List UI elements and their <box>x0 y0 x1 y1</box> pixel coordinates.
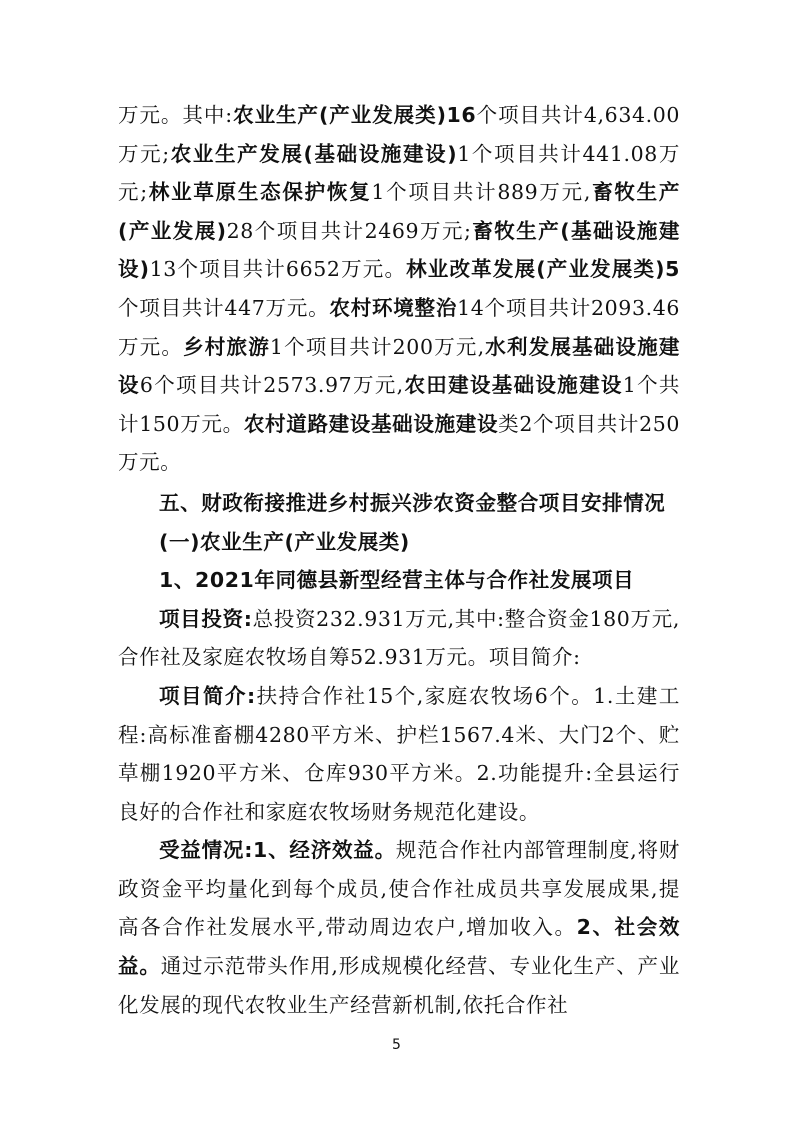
category-livestock-industry: 畜牧生产(产业发展) <box>118 180 681 243</box>
text-run: 类2个项目共计250万元。 <box>118 411 681 475</box>
benefit-label-2: 2、社会效益。 <box>118 915 680 979</box>
document-body <box>118 96 680 1024</box>
subsection-heading-1: (一)农业生产(产业发展类) <box>159 529 410 554</box>
text-run: 个项目共计447万元。 <box>118 295 330 320</box>
page-number: 5 <box>392 1037 401 1053</box>
category-forest-grassland: 林业草原生态保护恢复 <box>147 180 372 205</box>
intro-text: 扶持合作社15个,家庭农牧场6个。1.土建工程:高标准畜棚4280平方米、护栏1567.4米、大门2个、贮草棚1920平方米、仓库930平方米。2.功能提升:全县运行良好的合作社和家庭农牧场财务规范化建设。 <box>118 683 680 824</box>
text-run: 13个项目共计6652万元。 <box>149 257 407 282</box>
text-run: 1个项目共计889万元, <box>371 180 592 205</box>
benefit-label: 受益情况:1、经济效益。 <box>159 838 396 863</box>
investment-label: 项目投资: <box>159 606 253 631</box>
category-rural-roads: 农村道路建设基础设施建设 <box>243 411 499 436</box>
text-run: 1个项目共计200万元, <box>269 334 485 359</box>
category-livestock-infrastructure: 畜牧生产(基础设施建设) <box>118 218 680 282</box>
text-run: 14个项目共计2093.46万元。 <box>118 295 680 359</box>
category-agri-production: 农业生产(产业发展类)16 <box>232 103 477 127</box>
text-run: 1个共计150万元。 <box>118 373 681 436</box>
category-rural-tourism: 乡村旅游 <box>183 334 270 359</box>
text-run: 28个项目共计2469万元; <box>226 218 472 243</box>
text-run: 6个项目共计2573.97万元, <box>139 373 404 398</box>
text-run: 1个项目共计441.08万元; <box>118 141 680 205</box>
funding-summary-paragraph <box>118 96 680 482</box>
category-agri-infrastructure: 农业生产发展(基础设施建设) <box>169 141 458 166</box>
intro-label: 项目简介: <box>159 683 256 708</box>
benefit-text-2: 通过示范带头作用,形成规模化经营、专业化生产、产业化发展的现代农牧业生产经营新机制,依托合作社 <box>118 954 681 1017</box>
category-forestry-reform: 林业改革发展(产业发展类)5 <box>406 257 680 282</box>
text-run: 万元。其中: <box>118 103 233 127</box>
text-run: 个项目共计4,634.00万元; <box>118 103 681 166</box>
category-water-conservancy: 水利发展基础设施建设 <box>118 334 680 398</box>
category-rural-environment: 农村环境整治 <box>329 295 458 320</box>
benefit-text-1: 规范合作社内部管理制度,将财政资金平均量化到每个成员,使合作社成员共享发展成果,提高各合作社发展水平,带动周边农户,增加收入。 <box>118 838 680 940</box>
project-intro-paragraph <box>118 677 680 831</box>
benefit-paragraph <box>118 831 680 1024</box>
project-investment-paragraph <box>118 600 680 677</box>
category-farmland: 农田建设基础设施建设 <box>403 373 623 398</box>
investment-text: 总投资232.931万元,其中:整合资金180万元,合作社及家庭农牧场自筹52.931万元。项目简介: <box>118 606 680 670</box>
section-heading-5: 五、财政衔接推进乡村振兴涉农资金整合项目安排情况 <box>159 490 666 515</box>
item-heading-1: 1、2021年同德县新型经营主体与合作社发展项目 <box>159 568 635 593</box>
